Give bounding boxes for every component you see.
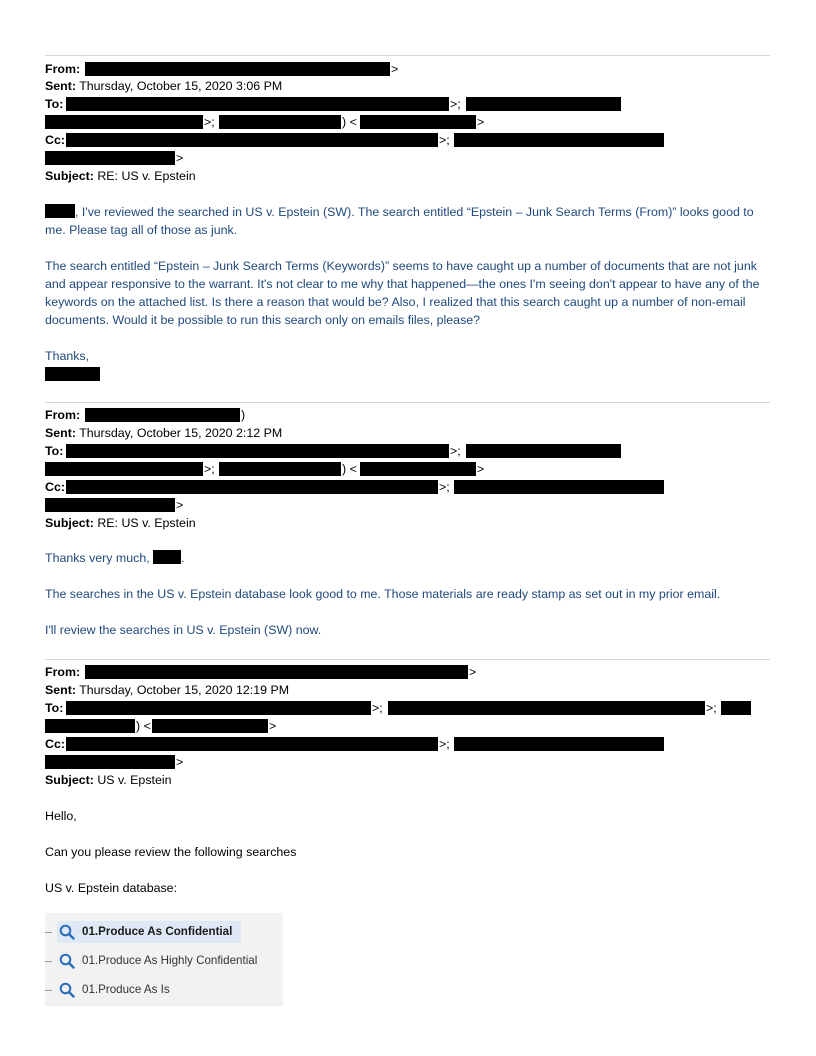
redaction [721, 701, 751, 715]
separator-punct: >; [372, 701, 383, 715]
subject-line [45, 515, 196, 531]
subject-label: Subject: [45, 169, 94, 183]
separator-punct: >; [439, 737, 450, 751]
redaction [466, 97, 621, 111]
redaction [85, 665, 468, 679]
subject-label: Subject: [45, 773, 94, 787]
separator [45, 55, 770, 56]
subject-value: RE: US v. Epstein [97, 516, 196, 530]
paragraph-text: , I've reviewed the searched in US v. Epstein (SW). The search entitled “Epstein – Junk Search Terms (From)” looks good to me. Please tag all of those as junk. [45, 205, 754, 237]
redaction [66, 737, 438, 751]
redaction [66, 480, 438, 494]
separator-punct: >; [450, 444, 461, 458]
subject-line [45, 772, 172, 788]
bracket: > [477, 115, 485, 129]
email-body-paragraph [45, 203, 770, 239]
saved-searches-panel [45, 913, 283, 1006]
sent-value: Thursday, October 15, 2020 2:12 PM [79, 426, 283, 440]
redaction [388, 701, 705, 715]
separator-punct: >; [439, 480, 450, 494]
email-body-paragraph [45, 257, 770, 329]
from-line [45, 664, 80, 680]
to-label: To: [45, 701, 64, 715]
sent-line [45, 425, 282, 441]
separator [45, 402, 770, 403]
tree-connector [45, 961, 52, 962]
paragraph-text: Hello, [45, 809, 77, 823]
from-line [45, 61, 80, 77]
bracket: > [176, 151, 184, 165]
redaction [466, 444, 621, 458]
tree-connector [45, 990, 52, 991]
redaction [219, 462, 341, 476]
redaction [152, 719, 268, 733]
paragraph-text: The search entitled “Epstein – Junk Search Terms (Keywords)” seems to have caught up a number of documents that are not junk and appear responsive to the warrant. It's not clear to me why that happened—the ones I'm seeing don't appear to have any of the keywords on the attached list. Is there a reason that would be? Also, I realized that this search caught up a number of non-email documents. Would it be possible to run this search only on emails files, please? [45, 259, 760, 327]
magnifier-icon [59, 953, 75, 969]
paragraph-text: . [181, 551, 185, 565]
to-line [45, 443, 63, 459]
email-body-paragraph [45, 879, 770, 897]
search-label: 01.Produce As Is [82, 983, 170, 996]
subject-line [45, 168, 196, 184]
sent-value: Thursday, October 15, 2020 3:06 PM [79, 79, 283, 93]
redaction [153, 550, 181, 564]
cc-label: Cc: [45, 133, 65, 147]
from-label: From: [45, 408, 81, 422]
redaction [45, 462, 203, 476]
sent-label: Sent: [45, 683, 76, 697]
bracket: ) [241, 408, 246, 422]
redaction [66, 444, 449, 458]
redaction [45, 151, 175, 165]
redaction [66, 97, 449, 111]
redaction [454, 133, 664, 147]
to-label: To: [45, 97, 64, 111]
bracket: ) < [342, 115, 357, 129]
separator [45, 659, 770, 660]
bracket: ) < [136, 719, 151, 733]
redaction [45, 498, 175, 512]
redaction [45, 719, 135, 733]
email-body-paragraph [45, 843, 770, 861]
search-item-confidential [45, 921, 283, 943]
from-label: From: [45, 665, 81, 679]
paragraph-text: Can you please review the following searches [45, 845, 297, 859]
bracket: ) < [342, 462, 357, 476]
email-body-paragraph [45, 585, 770, 603]
sent-line [45, 682, 289, 698]
sent-label: Sent: [45, 79, 76, 93]
from-line [45, 407, 80, 423]
separator-punct: >; [450, 97, 461, 111]
search-item-highly-confidential [45, 950, 283, 972]
sent-label: Sent: [45, 426, 76, 440]
cc-label: Cc: [45, 737, 65, 751]
subject-value: US v. Epstein [97, 773, 172, 787]
bracket: > [269, 719, 277, 733]
cc-line [45, 479, 65, 495]
cc-line [45, 132, 65, 148]
paragraph-text: US v. Epstein database: [45, 881, 178, 895]
email-body-paragraph [45, 807, 770, 825]
from-label: From: [45, 62, 81, 76]
sent-line [45, 78, 282, 94]
separator-punct: >; [706, 701, 717, 715]
bracket: > [477, 462, 485, 476]
redaction [85, 62, 390, 76]
redaction [360, 462, 476, 476]
separator-punct: >; [204, 115, 215, 129]
email-closing [45, 347, 770, 365]
to-label: To: [45, 444, 64, 458]
to-line [45, 96, 63, 112]
sent-value: Thursday, October 15, 2020 12:19 PM [79, 683, 290, 697]
redaction [219, 115, 341, 129]
search-item-produce-as-is [45, 979, 283, 1001]
tree-connector [45, 932, 52, 933]
bracket: > [176, 498, 184, 512]
redaction [45, 755, 175, 769]
redaction [454, 480, 664, 494]
redaction [45, 204, 75, 218]
redaction [85, 408, 240, 422]
redaction [45, 115, 203, 129]
email-body-paragraph [45, 549, 770, 567]
separator-punct: >; [439, 133, 450, 147]
subject-label: Subject: [45, 516, 94, 530]
subject-value: RE: US v. Epstein [97, 169, 196, 183]
paragraph-text: I'll review the searches in US v. Epstein (SW) now. [45, 623, 322, 637]
redaction [360, 115, 476, 129]
magnifier-icon [59, 982, 75, 998]
closing-text: Thanks, [45, 349, 90, 363]
email-body-paragraph [45, 621, 770, 639]
paragraph-text: The searches in the US v. Epstein database look good to me. Those materials are ready stamp as set out in my prior email. [45, 587, 721, 601]
redaction [66, 701, 371, 715]
bracket: > [469, 665, 477, 679]
search-label: 01.Produce As Confidential [82, 925, 233, 938]
search-label: 01.Produce As Highly Confidential [82, 954, 258, 967]
separator-punct: >; [204, 462, 215, 476]
signature-redaction [45, 367, 100, 381]
redaction [66, 133, 438, 147]
paragraph-text: Thanks very much, [45, 551, 154, 565]
bracket: > [391, 62, 399, 76]
cc-line [45, 736, 65, 752]
magnifier-icon [59, 924, 75, 940]
redaction [454, 737, 664, 751]
to-line [45, 700, 63, 716]
cc-label: Cc: [45, 480, 65, 494]
bracket: > [176, 755, 184, 769]
